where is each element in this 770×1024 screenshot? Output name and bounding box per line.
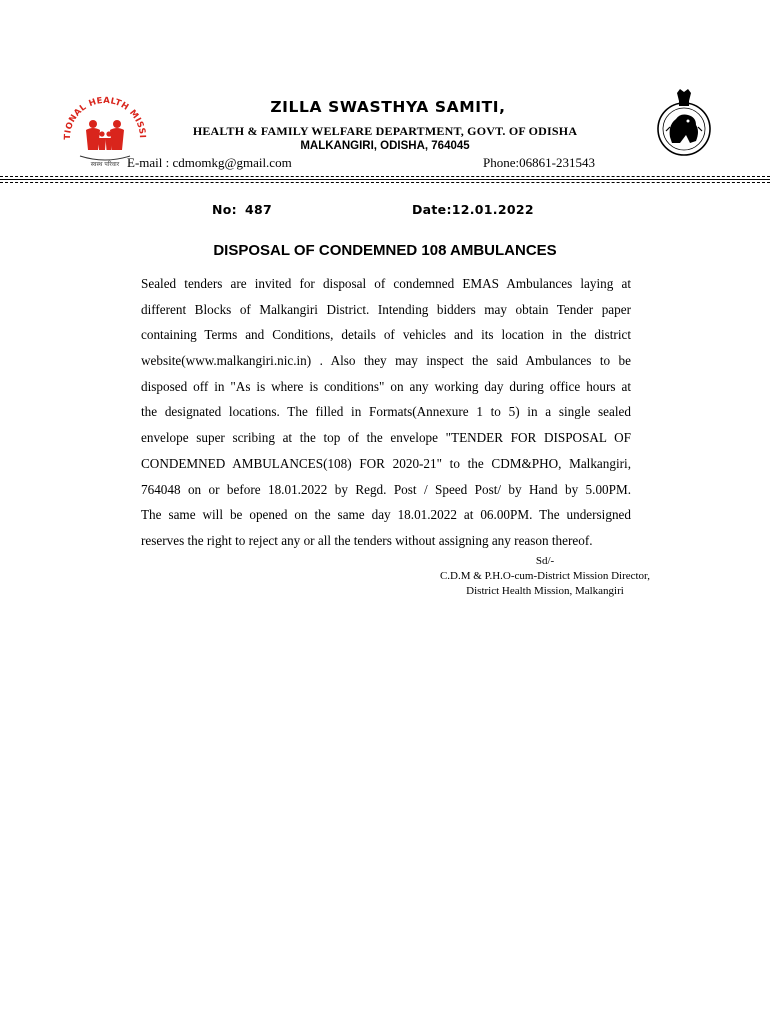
notice-line: envelope super scribing at the top of the envelope "TENDER FOR DISPOSAL OF — [141, 430, 631, 446]
address-line: MALKANGIRI, ODISHA, 764045 — [300, 140, 470, 152]
reference-number-value: 487 — [244, 202, 272, 217]
notice-line: different Blocks of Malkangiri District. Intending bidders may obtain Tender paper — [141, 301, 631, 317]
reference-number — [212, 202, 272, 217]
notice-line: reserves the right to reject any or all the tenders without assigning any reason thereof. — [141, 532, 593, 548]
header-divider-bottom — [0, 182, 770, 183]
notice-line: disposed off in "As is where is conditions" on any working day during office hours at — [141, 378, 631, 394]
notice-heading: DISPOSAL OF CONDEMNED 108 AMBULANCES — [213, 242, 557, 259]
notice-body — [141, 271, 631, 554]
svg-text:स्वस्थ परिवार: स्वस्थ परिवार — [90, 161, 120, 168]
notice-line: Sealed tenders are invited for disposal of condemned EMAS Ambulances laying at — [141, 276, 631, 291]
phone-text: Phone:06861-231543 — [483, 155, 595, 170]
nhm-arc-text: TIONAL HEALTH MISSI — [62, 95, 148, 140]
organization-title: ZILLA SWASTHYA SAMITI, — [270, 98, 506, 116]
notice-line: CONDEMNED AMBULANCES(108) FOR 2020-21" to the CDM&PHO, Malkangiri, — [141, 455, 631, 471]
department-line: HEALTH & FAMILY WELFARE DEPARTMENT, GOVT. OF ODISHA — [192, 124, 578, 138]
header-divider-middle — [0, 179, 770, 180]
email-text: E-mail : cdmomkg@gmail.com — [127, 155, 292, 170]
notice-line: containing Terms and Conditions, details of vehicles and its location in the district — [141, 327, 631, 343]
reference-number-label: No: — [212, 202, 237, 217]
notice-line: 764048 on or before 18.01.2022 by Regd. Post / Speed Post/ by Hand by 5.00PM. — [141, 481, 631, 497]
notice-line: the designated locations. The filled in Formats(Annexure 1 to 5) in a single sealed — [141, 404, 631, 420]
signature-block — [380, 554, 710, 599]
header-divider-top — [0, 176, 770, 177]
signature-office: District Health Mission, Malkangiri — [466, 585, 624, 597]
notice-line: The same will be opened on the same day 18.01.2022 at 06.00PM. The undersigned — [141, 507, 631, 523]
signature-designation: C.D.M & P.H.O-cum-District Mission Director, — [439, 570, 651, 582]
reference-date: Date:12.01.2022 — [412, 202, 534, 217]
signature-sd: Sd/- — [535, 555, 555, 567]
notice-line: website(www.malkangiri.nic.in) . Also they may inspect the said Ambulances to be — [141, 353, 631, 369]
